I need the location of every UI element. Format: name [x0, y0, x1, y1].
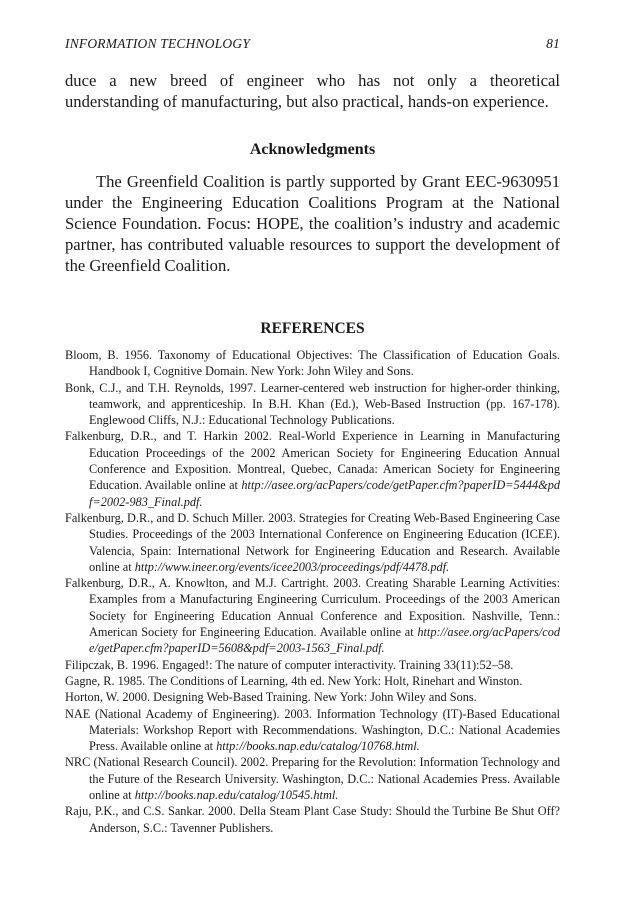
reference-url[interactable]: http://books.nap.edu/catalog/10768.html. — [216, 739, 420, 754]
reference-text: Falkenburg, D.R., and T. Harkin 2002. Real-World Experience in Learning in Manufacturing Education Proceedings of the 2002 American Society for Engineering Education Annual Conference and Exposition. Montreal, Quebec, Canada: American Society for Engineering Education. Available online at — [65, 429, 560, 493]
reference-item — [65, 689, 560, 705]
reference-item — [65, 706, 560, 755]
reference-text: NAE (National Academy of Engineering). 2003. Information Technology (IT)-Based Educational Materials: Workshop Report with Recommendations. Washington, D.C.: National Academies Press. Available online at — [65, 706, 560, 754]
reference-item — [65, 657, 560, 673]
reference-text: Filipczak, B. 1996. Engaged!: The nature of computer interactivity. Training 33(11):52–58. — [65, 657, 514, 672]
reference-text: Raju, P.K., and C.S. Sankar. 2000. Della Steam Plant Case Study: Should the Turbine Be Shut Off? Anderson, S.C.: Tavenner Publishers. — [65, 804, 560, 835]
reference-item — [65, 510, 560, 575]
running-title: INFORMATION TECHNOLOGY — [65, 36, 251, 51]
references-heading: REFERENCES — [260, 320, 365, 337]
reference-list — [65, 347, 560, 836]
reference-text: Falkenburg, D.R., A. Knowlton, and M.J. Cartright. 2003. Creating Sharable Learning Activities: Examples from a Manufacturing Engineering Curriculum. Proceedings of the 2003 American Society for Engineering Education Annual Conference and Exposition. Nashville, Tenn.: American Society for Engineering Education. Available online at — [65, 576, 560, 640]
running-header — [65, 36, 560, 52]
reference-url[interactable]: http://asee.org/acPapers/code/getPaper.cfm?paperID=5444&pdf=2002-983_Final.pdf. — [89, 478, 560, 509]
reference-url[interactable]: http://www.ineer.org/events/icee2003/proceedings/pdf/4478.pdf. — [134, 559, 450, 574]
reference-item — [65, 754, 560, 803]
reference-url[interactable]: http://asee.org/acPapers/code/getPaper.cfm?paperID=5608&pdf=2003-1563_Final.pdf. — [89, 625, 560, 656]
reference-text: Bloom, B. 1956. Taxonomy of Educational Objectives: The Classification of Education Goals. Handbook I, Cognitive Domain. New York: John Wiley and Sons. — [65, 348, 560, 379]
reference-item — [65, 575, 560, 656]
reference-item — [65, 803, 560, 836]
reference-url[interactable]: http://books.nap.edu/catalog/10545.html. — [134, 788, 339, 803]
reference-item — [65, 673, 560, 689]
page-number: 81 — [546, 36, 560, 51]
reference-text: NRC (National Research Council). 2002. Preparing for the Revolution: Information Technology and the Future of the Research University. Washington, D.C.: National Academies Press. Available online at — [65, 755, 560, 803]
acknowledgments-paragraph: The Greenfield Coalition is partly supported by Grant EEC-9630951 under the Engineering Education Coalitions Program at the National Science Foundation. Focus: HOPE, the coalition’s industry and academic partner, has contributed valuable resources to support the development of the Greenfield Coalition. — [65, 172, 560, 275]
reference-text: Falkenburg, D.R., and D. Schuch Miller. 2003. Strategies for Creating Web-Based Engineering Case Studies. Proceedings of the 2003 International Conference on Engineering Education (ICEE). Valencia, Spain: International Network for Engineering Education and Research. Available online at — [65, 510, 560, 574]
reference-text: Gagne, R. 1985. The Conditions of Learning, 4th ed. New York: Holt, Rinehart and Winston. — [65, 673, 523, 688]
reference-item — [65, 428, 560, 509]
intro-paragraph: duce a new breed of engineer who has not only a theoretical understanding of manufacturing, but also practical, hands-on experience. — [65, 71, 560, 111]
reference-item — [65, 347, 560, 380]
acknowledgments-heading: Acknowledgments — [249, 141, 376, 158]
reference-text: Bonk, C.J., and T.H. Reynolds, 1997. Learner-centered web instruction for higher-order thinking, teamwork, and apprenticeship. In B.H. Khan (Ed.), Web-Based Instruction (pp. 167-178). Englewood Cliffs, N.J.: Educational Technology Publications. — [65, 380, 560, 428]
reference-text: Horton, W. 2000. Designing Web-Based Training. New York: John Wiley and Sons. — [65, 690, 477, 705]
reference-item — [65, 380, 560, 429]
